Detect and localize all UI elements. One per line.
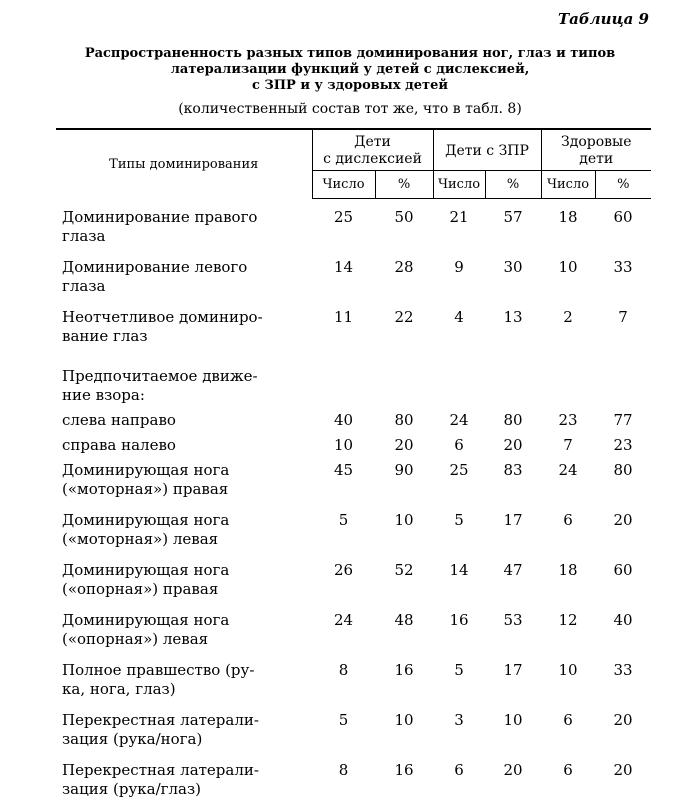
header-group-line: Дети с ЗПР [445,142,529,159]
row-label-line: Доминирующая нога [62,610,230,629]
row-label-line: Неотчетливое доминиро- [62,307,263,326]
row-label [56,602,312,652]
cell-value: 30 [503,257,523,276]
cell-value: 6 [563,760,573,779]
row-label [56,408,312,433]
cell-value: 14 [333,257,354,276]
cell-value: 80 [613,460,633,479]
cell-value: 33 [613,660,633,679]
cell-value: 12 [558,610,578,629]
cell-value: 13 [503,307,523,326]
header-percent: % [375,171,433,199]
cell-value: 26 [333,560,354,579]
cell-value: 5 [338,510,349,529]
cell-value: 28 [394,257,414,276]
header-group-line: Дети [354,134,391,150]
cell-value: 6 [563,510,573,529]
row-label-line: Доминирующая нога [62,560,230,579]
cell-value: 3 [454,710,464,729]
table-row [56,752,651,802]
row-label-line: («опорная») правая [62,579,219,598]
row-label-line: Доминирующая нога [62,460,230,479]
cell-value: 24 [333,610,354,629]
cell-value: 10 [558,257,578,276]
row-label-line: Предпочитаемое движе- [62,366,258,385]
cell-value: 4 [454,307,464,326]
row-label-line: Доминирование левого [62,257,248,276]
row-label-line: глаза [62,276,106,295]
header-group-zpr [433,129,541,171]
table-row [56,458,651,502]
row-label [56,502,312,552]
row-label-line: («моторная») левая [62,529,219,548]
cell-value: 5 [454,660,464,679]
row-label [56,552,312,602]
cell-value: 22 [394,307,414,326]
table-row [56,502,651,552]
row-label-line: («опорная») левая [62,629,209,648]
row-label [56,752,312,802]
cell-value: 57 [503,208,523,226]
row-label [56,433,312,458]
table-row [56,408,651,433]
cell-value: 6 [454,435,464,454]
row-label-line: Перекрестная латерали- [62,760,259,779]
cell-value: 20 [503,760,523,779]
cell-value: 10 [558,660,578,679]
table-row [56,433,651,458]
title-line: Распространенность разных типов доминирования ног, глаз и типов [84,46,616,61]
cell-value: 47 [503,560,523,579]
cell-value: 33 [613,257,633,276]
row-label-line: Доминирующая нога [62,510,230,529]
header-percent: % [595,171,651,199]
header-count: Число [541,171,595,199]
header-group-line: дети [579,151,614,167]
header-group-line: Здоровые [561,134,632,150]
cell-value: 17 [503,660,523,679]
table-row [56,702,651,752]
cell-value: 8 [338,760,349,779]
table-row [56,249,651,299]
cell-value: 21 [449,208,469,226]
row-label-line: зация (рука/нога) [62,729,203,748]
table-row [56,602,651,652]
cell-value: 14 [449,560,469,579]
table-row [56,652,651,702]
row-label-line: справа налево [62,435,176,454]
header-group-line: с дислексией [323,151,422,167]
row-label-line: ние взора: [62,385,145,404]
cell-value: 10 [394,710,414,729]
cell-value: 6 [563,710,573,729]
header-row-label: Типы доминирования [56,129,312,199]
row-label-line: глаза [62,226,106,245]
cell-value: 90 [394,460,414,479]
cell-value: 77 [613,410,633,429]
header-count: Число [433,171,485,199]
row-label-line: слева направо [62,410,176,429]
header-count: Число [312,171,375,199]
row-label [56,249,312,299]
cell-value: 6 [454,760,464,779]
table-label: Таблица 9 [557,10,649,28]
table-title [40,46,660,94]
row-label [56,458,312,502]
cell-value: 18 [558,208,578,226]
cell-value: 17 [503,510,523,529]
cell-value: 8 [338,660,349,679]
title-line: с ЗПР и у здоровых детей [251,78,449,93]
table-row [56,199,651,249]
cell-value: 10 [333,435,354,454]
cell-value: 25 [333,208,354,226]
row-label-line: зация (рука/глаз) [62,779,202,798]
cell-value: 24 [449,410,469,429]
row-label-line: вание глаз [62,326,148,345]
cell-value: 20 [394,435,414,454]
cell-value: 53 [503,610,523,629]
cell-value: 50 [394,208,414,226]
table-row [56,299,651,349]
cell-value: 10 [394,510,414,529]
cell-value: 5 [454,510,464,529]
cell-value: 7 [563,435,573,454]
title-line: латерализации функций у детей с дислексией, [170,62,530,77]
cell-value: 40 [333,410,354,429]
cell-value: 80 [394,410,414,429]
cell-value: 20 [613,510,633,529]
cell-value: 10 [503,710,523,729]
cell-value: 9 [454,257,464,276]
cell-value: 16 [449,610,469,629]
table-row [56,349,651,408]
cell-value: 2 [563,307,573,326]
header-group-healthy [541,129,651,171]
row-label [56,299,312,349]
row-label [56,349,312,408]
cell-value: 11 [333,307,354,326]
cell-value: 20 [613,710,633,729]
cell-value: 23 [558,410,578,429]
row-label-line: Перекрестная латерали- [62,710,259,729]
row-label [56,702,312,752]
cell-value: 18 [558,560,578,579]
row-label-line: ка, нога, глаз) [62,679,176,698]
data-table [56,128,651,802]
row-label [56,652,312,702]
cell-value: 24 [558,460,578,479]
table-subtitle: (количественный состав тот же, что в табл. 8) [178,101,522,117]
row-label-line: Полное правшество (ру- [62,660,255,679]
header-percent: % [485,171,541,199]
row-label-line: («моторная») правая [62,479,229,498]
cell-value: 23 [613,435,633,454]
row-label-line: Доминирование правого [62,207,258,226]
cell-value: 60 [613,208,633,226]
cell-value: 20 [503,435,523,454]
cell-value: 80 [503,410,523,429]
cell-value: 7 [618,307,628,326]
cell-value: 16 [394,660,414,679]
cell-value: 45 [333,460,354,479]
cell-value: 40 [613,610,633,629]
cell-value: 83 [503,460,523,479]
cell-value: 5 [338,710,349,729]
cell-value: 20 [613,760,633,779]
row-label [56,199,312,249]
cell-value: 60 [613,560,633,579]
cell-value: 48 [394,610,414,629]
cell-value: 25 [449,460,469,479]
cell-value: 52 [394,560,414,579]
cell-value: 16 [394,760,414,779]
header-group-dyslexia [312,129,433,171]
table-row [56,552,651,602]
